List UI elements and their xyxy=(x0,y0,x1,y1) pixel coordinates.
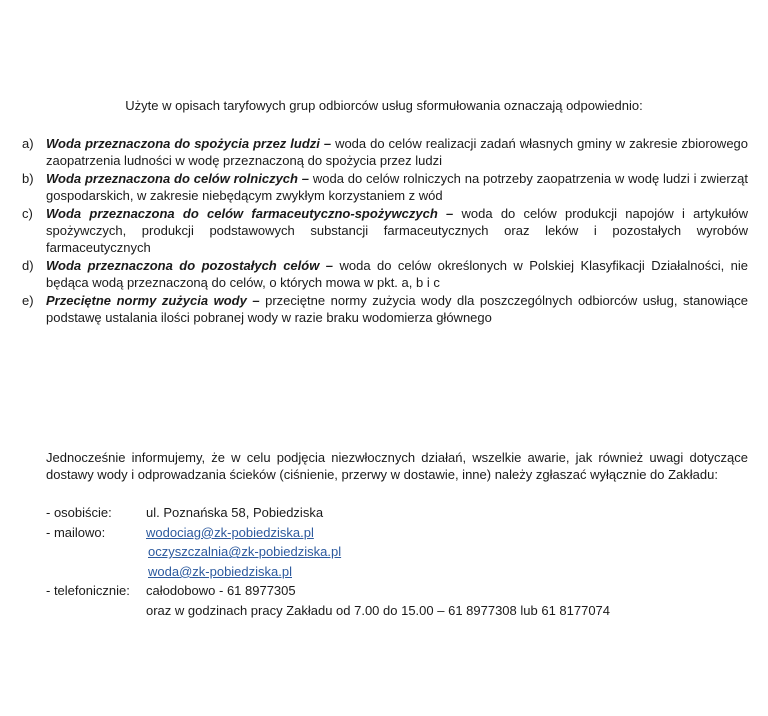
definition-term: Woda przeznaczona do pozostałych celów – xyxy=(46,257,334,273)
definition-item xyxy=(22,205,748,257)
phone-24h: całodobowo - 61 8977305 xyxy=(146,583,296,599)
definition-term: Woda przeznaczona do celów rolniczych – xyxy=(46,170,310,186)
contact-address: ul. Poznańska 58, Pobiedziska xyxy=(146,505,324,520)
intro-text: Użyte w opisach taryfowych grup odbiorców usług sformułowania oznaczają odpowiednio: xyxy=(125,98,643,113)
definition-term: Przeciętne normy zużycia wody – xyxy=(46,292,260,308)
contact-row-email-2 xyxy=(46,542,748,562)
contact-list xyxy=(46,503,748,621)
definition-letter: c) xyxy=(22,205,33,221)
definition-term: Woda przeznaczona do celów farmaceutyczno-spożywczych – xyxy=(46,205,454,221)
definition-item xyxy=(22,170,748,205)
contact-label-email: - mailowo: xyxy=(46,524,106,540)
definition-text: woda do celów określonych w Polskiej Klasyfikacji Działalności, nie będąca wodą przeznaczoną do celów, o których mowa w pkt. a, b i c xyxy=(46,257,749,291)
contact-label-personal: - osobiście: xyxy=(46,505,112,520)
definition-term: Woda przeznaczona do spożycia przez ludzi – xyxy=(46,136,332,151)
contact-row-phone xyxy=(46,581,748,601)
email-link-woda[interactable]: woda@zk-pobiedziska.pl xyxy=(148,563,292,579)
email-link-wodociag[interactable]: wodociag@zk-pobiedziska.pl xyxy=(146,524,314,540)
contact-label-phone: - telefonicznie: xyxy=(46,583,130,599)
contact-row-email-3 xyxy=(46,562,748,582)
contact-row-phone-hours xyxy=(46,601,748,621)
definition-letter: a) xyxy=(22,136,34,151)
definition-text: woda do celów produkcji napojów i artykułów spożywczych, produkcji podstawowych substancji farmaceutycznych oraz leków i pozostałych wyrobów farmaceutycznych xyxy=(46,205,748,256)
email-link-oczyszczalnia[interactable]: oczyszczalnia@zk-pobiedziska.pl xyxy=(148,544,342,560)
contact-row-email xyxy=(46,523,748,543)
definition-text: przeciętne normy zużycia wody dla poszczególnych odbiorców usług, stanowiące podstawę ustalania ilości pobranej wody w razie braku wodomierza głównego xyxy=(46,292,748,326)
definition-item xyxy=(22,257,748,292)
definition-letter: d) xyxy=(22,257,34,273)
phone-office-hours: oraz w godzinach pracy Zakładu od 7.00 do 15.00 – 61 8977308 lub 61 8177074 xyxy=(146,602,611,618)
definition-item xyxy=(22,135,748,170)
definition-item xyxy=(22,292,748,327)
notice-text: Jednocześnie informujemy, że w celu podjęcia niezwłocznych działań, wszelkie awarie, jak również uwagi dotyczące dostawy wody i odprowadzania ścieków (ciśnienie, przerwy w dostawie, inne) należy zgłaszać wyłącznie do Zakładu: xyxy=(46,450,748,483)
definition-letter: e) xyxy=(22,292,34,308)
definition-text: woda do celów rolniczych na potrzeby zaopatrzenia w wodę ludzi i zwierząt gospodarskich, w zakresie niebędącym zwykłym korzystaniem z wód xyxy=(46,170,748,204)
definition-text: woda do celów realizacji zadań własnych gminy w zakresie zbiorowego zaopatrzenia ludności w wodę przeznaczoną do spożycia przez ludzi xyxy=(46,136,749,169)
definitions-list xyxy=(22,135,748,326)
definition-letter: b) xyxy=(22,170,34,186)
contact-row-personal xyxy=(46,503,748,523)
